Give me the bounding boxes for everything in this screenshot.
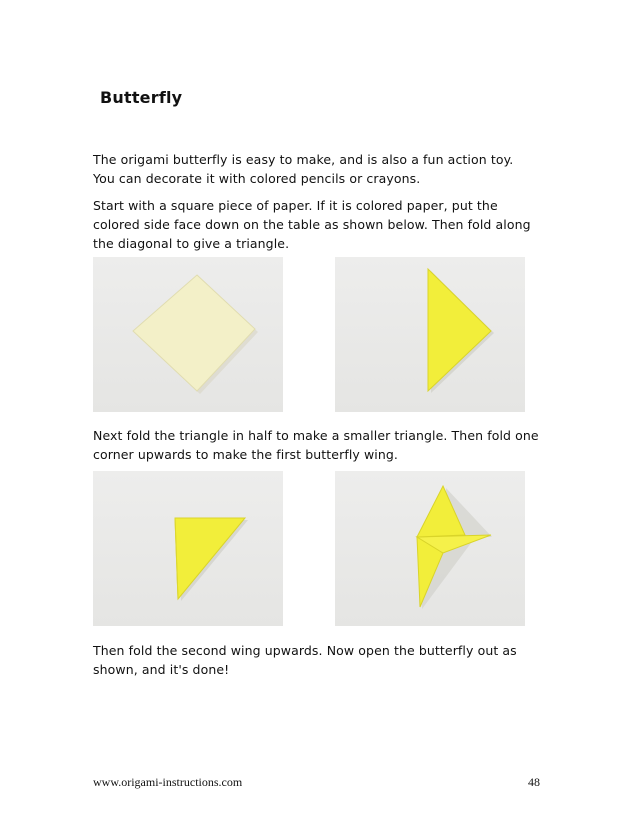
step-1-paragraph: Start with a square piece of paper. If it is colored paper, put the colored side face down on the table as shown below. Then fold along the diagonal to give a triangle. [93,198,531,251]
first-wing-photo [335,471,525,626]
page-title: Butterfly [100,88,183,107]
smaller-triangle-photo [93,471,283,626]
triangle-fold-photo [335,257,525,412]
step-3-paragraph: Then fold the second wing upwards. Now open the butterfly out as shown, and it's done! [93,643,517,677]
footer-page-number: 48 [528,775,540,789]
intro-paragraph: The origami butterfly is easy to make, and is also a fun action toy. You can decorate it with colored pencils or crayons. [93,152,514,186]
square-paper-photo [93,257,283,412]
step-2-paragraph: Next fold the triangle in half to make a smaller triangle. Then fold one corner upwards to make the first butterfly wing. [93,428,539,462]
footer-website: www.origami-instructions.com [93,775,243,789]
